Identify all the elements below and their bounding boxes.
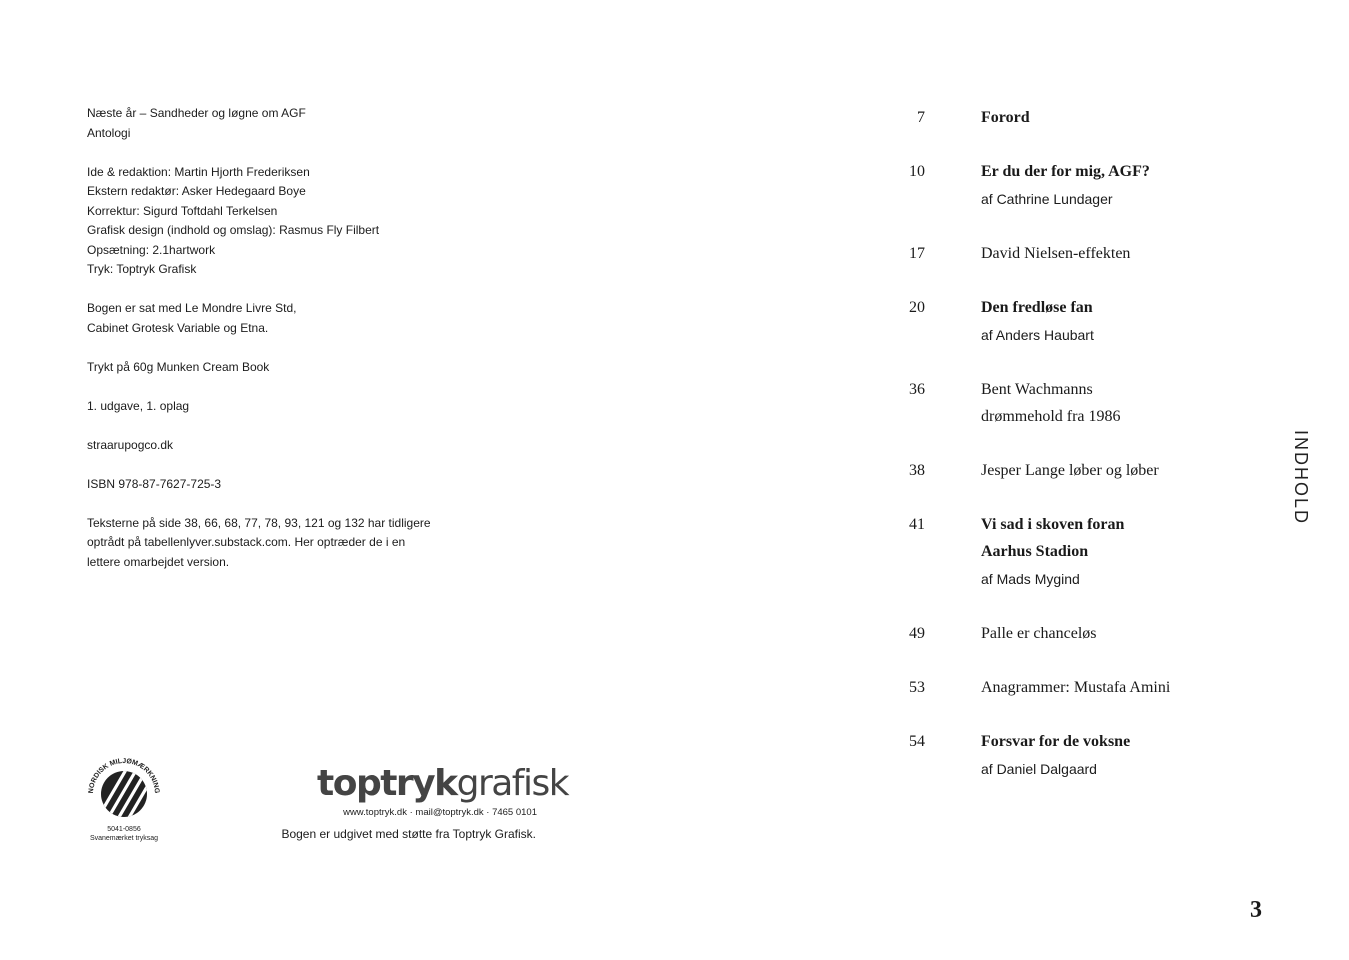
logo-area <box>87 758 569 848</box>
colophon-block <box>87 514 507 573</box>
colophon-line: Antologi <box>87 125 131 140</box>
colophon-line: lettere omarbejdet version. <box>87 554 230 569</box>
toc-entry-body <box>981 457 1210 484</box>
toc-entry <box>880 674 1210 701</box>
toc-page-number: 38 <box>909 462 925 479</box>
table-of-contents <box>880 104 1210 810</box>
page-number: 3 <box>1250 897 1262 923</box>
colophon-line: straarupogco.dk <box>87 437 174 452</box>
toc-page-number: 54 <box>909 733 925 750</box>
printer-wordmark-light: grafisk <box>456 763 569 804</box>
toc-entry-body <box>981 511 1210 593</box>
colophon-line: optrådt på tabellenlyver.substack.com. Her optræder de i en <box>87 535 406 549</box>
swan-ring-text: NORDISK MILJØMÆRKNING <box>87 758 161 794</box>
toc-title: Er du der for mig, AGF? <box>981 163 1150 180</box>
toc-title: David Nielsen-effekten <box>981 245 1131 262</box>
colophon-block <box>87 104 507 143</box>
toc-page-number: 49 <box>909 625 925 642</box>
colophon-line: Tryk: Toptryk Grafisk <box>87 262 197 276</box>
toc-title: drømmehold fra 1986 <box>981 408 1121 425</box>
printer-wordmark-bold: toptryk <box>317 763 457 804</box>
toc-title: Anagrammer: Mustafa Amini <box>981 679 1171 696</box>
colophon-block <box>87 475 507 495</box>
toc-entry <box>880 376 1210 430</box>
toc-entry <box>880 294 1210 349</box>
toc-page-number: 36 <box>909 381 925 398</box>
colophon-line: 1. udgave, 1. oplag <box>87 398 190 413</box>
toc-title: Forsvar for de voksne <box>981 733 1131 750</box>
toc-title: Den fredløse fan <box>981 299 1093 316</box>
toc-entry <box>880 728 1210 783</box>
toc-entry-body <box>981 728 1210 783</box>
colophon-line: ISBN 978-87-7627-725-3 <box>87 476 222 491</box>
colophon <box>87 104 507 592</box>
swan-label: Svanemærket tryksag <box>89 835 159 842</box>
toc-page-number: 53 <box>909 679 925 696</box>
colophon-line: Næste år – Sandheder og løgne om AGF <box>87 106 306 120</box>
toc-author: af Mads Mygind <box>981 571 1080 587</box>
toc-entry-body <box>981 294 1210 349</box>
colophon-block <box>87 163 507 280</box>
toc-title: Jesper Lange løber og løber <box>981 462 1159 479</box>
colophon-line: Bogen er sat med Le Mondre Livre Std, <box>87 301 297 315</box>
toc-page-number: 10 <box>909 163 925 180</box>
toc-entry <box>880 158 1210 213</box>
colophon-line: Ekstern redaktør: Asker Hedegaard Boye <box>87 184 306 198</box>
toc-author: af Daniel Dalgaard <box>981 761 1097 777</box>
colophon-line: Korrektur: Sigurd Toftdahl Terkelsen <box>87 203 278 218</box>
toc-author: af Anders Haubart <box>981 327 1094 343</box>
toc-entry <box>880 511 1210 593</box>
colophon-line: Grafisk design (indhold og omslag): Rasmus Fly Filbert <box>87 223 380 237</box>
toc-entry-body <box>981 674 1210 701</box>
toc-entry <box>880 240 1210 267</box>
toc-title: Bent Wachmanns <box>981 381 1093 398</box>
colophon-block <box>87 299 507 338</box>
toc-entry-body <box>981 620 1210 647</box>
colophon-block <box>87 397 507 417</box>
swan-license-code: 5041-0856 <box>107 826 141 833</box>
toc-page-number: 41 <box>909 516 925 533</box>
toc-entry <box>880 620 1210 647</box>
colophon-block <box>87 358 507 378</box>
toc-title: Vi sad i skoven foran <box>981 516 1125 533</box>
toc-entry <box>880 104 1210 131</box>
support-note: Bogen er udgivet med støtte fra Toptryk Grafisk. <box>281 827 536 841</box>
colophon-line: Teksterne på side 38, 66, 68, 77, 78, 93, 121 og 132 har tidligere <box>87 515 431 530</box>
toc-title: Aarhus Stadion <box>981 543 1089 560</box>
swan-ecolabel <box>87 758 161 848</box>
toc-entry-body <box>981 158 1210 213</box>
printer-logo <box>317 763 569 820</box>
toc-page-number: 7 <box>917 109 925 126</box>
toc-entry-body <box>981 104 1210 131</box>
toc-title: Forord <box>981 109 1030 126</box>
toc-page-number: 20 <box>909 299 925 316</box>
colophon-line: Cabinet Grotesk Variable og Etna. <box>87 320 269 335</box>
toc-title: Palle er chanceløs <box>981 625 1097 642</box>
printer-contact: www.toptryk.dk · mail@toptryk.dk · 7465 0101 <box>343 807 537 818</box>
toc-author: af Cathrine Lundager <box>981 191 1113 207</box>
toc-entry-body <box>981 240 1210 267</box>
colophon-block <box>87 436 507 456</box>
toc-page-number: 17 <box>909 245 925 262</box>
section-label: INDHOLD <box>1291 430 1311 526</box>
colophon-line: Trykt på 60g Munken Cream Book <box>87 359 270 374</box>
printer-wordmark <box>317 763 569 804</box>
toc-entry-body <box>981 376 1210 430</box>
colophon-line: Opsætning: 2.1hartwork <box>87 242 216 257</box>
swan-icon <box>87 758 161 824</box>
colophon-line: Ide & redaktion: Martin Hjorth Frederiksen <box>87 164 310 179</box>
toc-entry <box>880 457 1210 484</box>
